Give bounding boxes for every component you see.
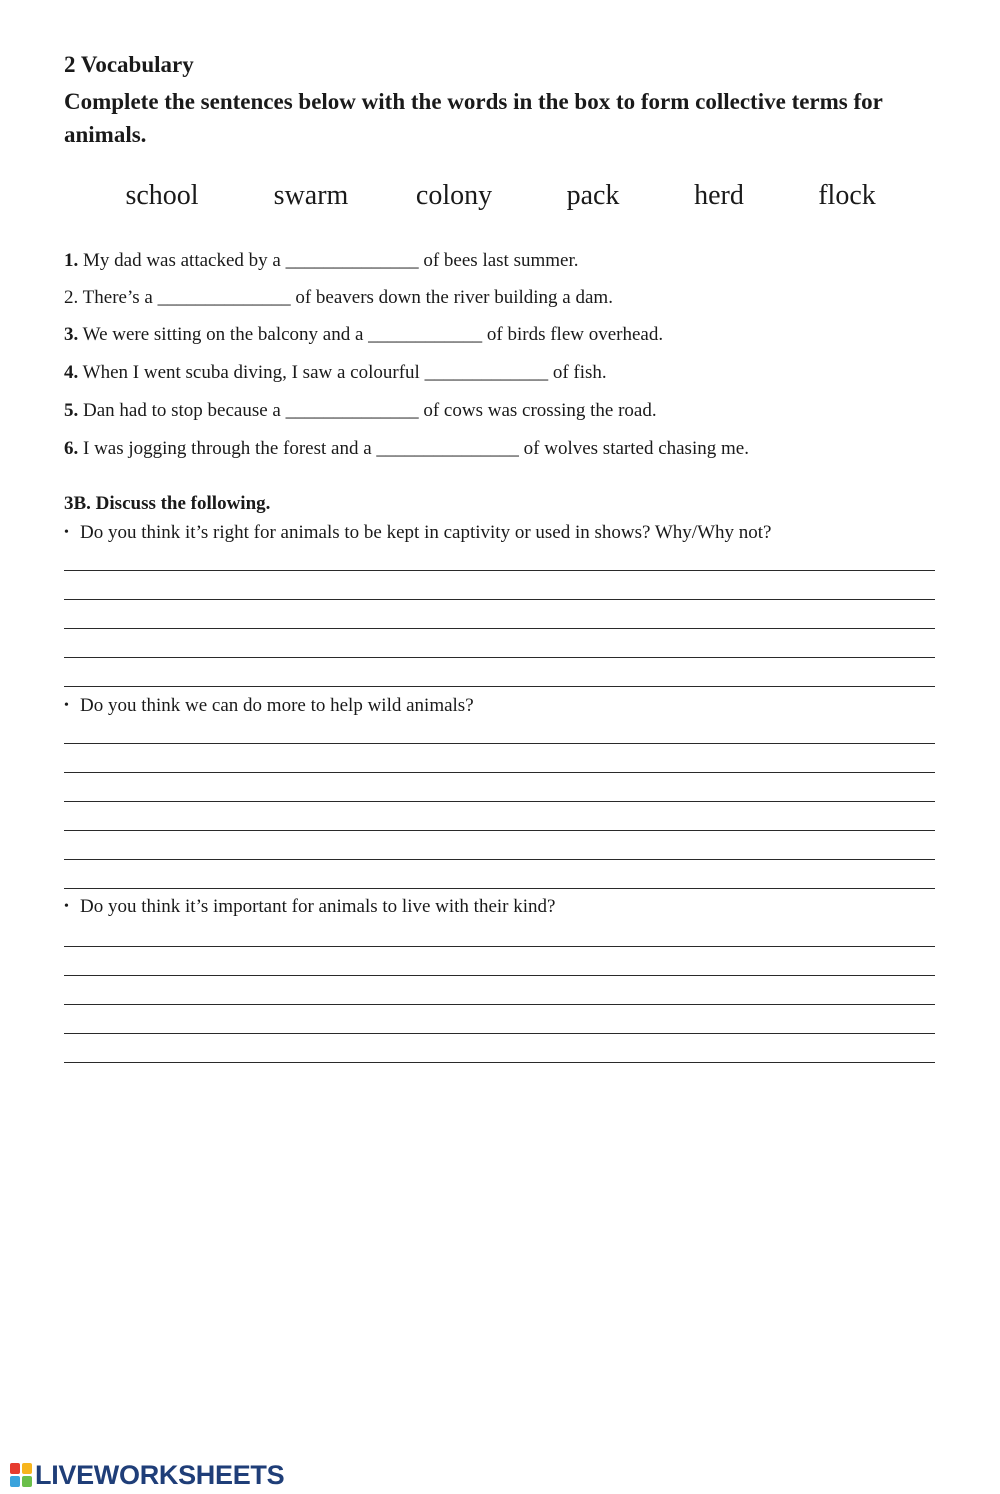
- question-3: [64, 896, 555, 918]
- answer-line[interactable]: [64, 859, 935, 860]
- answer-line[interactable]: [64, 570, 935, 571]
- bullet: •: [64, 525, 69, 540]
- bullet: •: [64, 899, 69, 914]
- logo-square: [22, 1463, 32, 1474]
- sentence-text-before: My dad was attacked by a: [78, 250, 286, 271]
- answer-line[interactable]: [64, 599, 935, 600]
- word-box: [0, 180, 1000, 220]
- sentence-text-after: of birds flew overhead.: [482, 324, 664, 345]
- answer-blank[interactable]: ______________: [157, 287, 291, 308]
- sentence-number: 2: [64, 287, 74, 308]
- answer-line[interactable]: [64, 801, 935, 802]
- question-text: Do you think it’s right for animals to be kept in captivity or used in shows? Why/Why not?: [80, 522, 772, 543]
- answer-blank[interactable]: ______________: [285, 400, 419, 421]
- question-2: [64, 695, 474, 717]
- sentence-text-before: When I went scuba diving, I saw a colourful: [78, 362, 425, 383]
- sentence-number: 1.: [64, 250, 79, 271]
- answer-line[interactable]: [64, 686, 935, 687]
- sentence-3: [64, 324, 663, 346]
- question-text: Do you think it’s important for animals to live with their kind?: [80, 896, 556, 917]
- sentence-text-before: . There’s a: [73, 287, 158, 308]
- answer-blank[interactable]: _______________: [376, 438, 519, 459]
- sentence-5: [64, 400, 657, 422]
- answer-blank[interactable]: _____________: [424, 362, 549, 383]
- answer-line[interactable]: [64, 1062, 935, 1063]
- logo-square: [10, 1463, 20, 1474]
- sentence-text-after: of cows was crossing the road.: [418, 400, 657, 421]
- sentence-2: [64, 287, 613, 309]
- sentence-text-before: We were sitting on the balcony and a: [78, 324, 369, 345]
- logo-square: [22, 1476, 32, 1487]
- answer-line[interactable]: [64, 830, 935, 831]
- instructions: Complete the sentences below with the words in the box to form collective terms for animals.: [64, 89, 883, 147]
- sentence-text-before: I was jogging through the forest and a: [78, 438, 377, 459]
- word-pack: pack: [566, 180, 620, 211]
- sentence-text-after: of wolves started chasing me.: [518, 438, 749, 459]
- sentence-number: 6.: [64, 438, 79, 459]
- sentence-4: [64, 362, 607, 384]
- answer-line[interactable]: [64, 975, 935, 976]
- answer-line[interactable]: [64, 743, 935, 744]
- sentence-text-before: Dan had to stop because a: [78, 400, 286, 421]
- answer-line[interactable]: [64, 888, 935, 889]
- sentence-1: [64, 250, 579, 272]
- sentence-text-after: of fish.: [548, 362, 607, 383]
- answer-blank[interactable]: ______________: [285, 250, 419, 271]
- sentence-text-after: of beavers down the river building a dam.: [290, 287, 613, 308]
- answer-line[interactable]: [64, 1033, 935, 1034]
- answer-line[interactable]: [64, 946, 935, 947]
- answer-line[interactable]: [64, 1004, 935, 1005]
- word-herd: herd: [694, 180, 744, 211]
- logo-text: LIVEWORKSHEETS: [35, 1459, 285, 1490]
- answer-line[interactable]: [64, 628, 935, 629]
- sentence-text-after: of bees last summer.: [418, 250, 579, 271]
- word-flock: flock: [818, 180, 876, 211]
- liveworksheets-logo: [10, 1460, 284, 1490]
- word-swarm: swarm: [273, 180, 349, 211]
- word-school: school: [125, 180, 199, 211]
- logo-mark-icon: [10, 1463, 32, 1487]
- sentence-number: 3.: [64, 324, 79, 345]
- logo-square: [10, 1476, 20, 1487]
- sentence-6: [64, 438, 749, 460]
- question-1: [64, 522, 771, 544]
- discussion-title: 3B. Discuss the following.: [64, 493, 271, 514]
- answer-line[interactable]: [64, 657, 935, 658]
- word-colony: colony: [415, 180, 493, 211]
- bullet: •: [64, 698, 69, 713]
- sentence-number: 5.: [64, 400, 79, 421]
- answer-line[interactable]: [64, 772, 935, 773]
- answer-blank[interactable]: ____________: [368, 324, 483, 345]
- question-text: Do you think we can do more to help wild animals?: [80, 695, 474, 716]
- section-title: 2 Vocabulary: [64, 52, 194, 77]
- sentence-number: 4.: [64, 362, 79, 383]
